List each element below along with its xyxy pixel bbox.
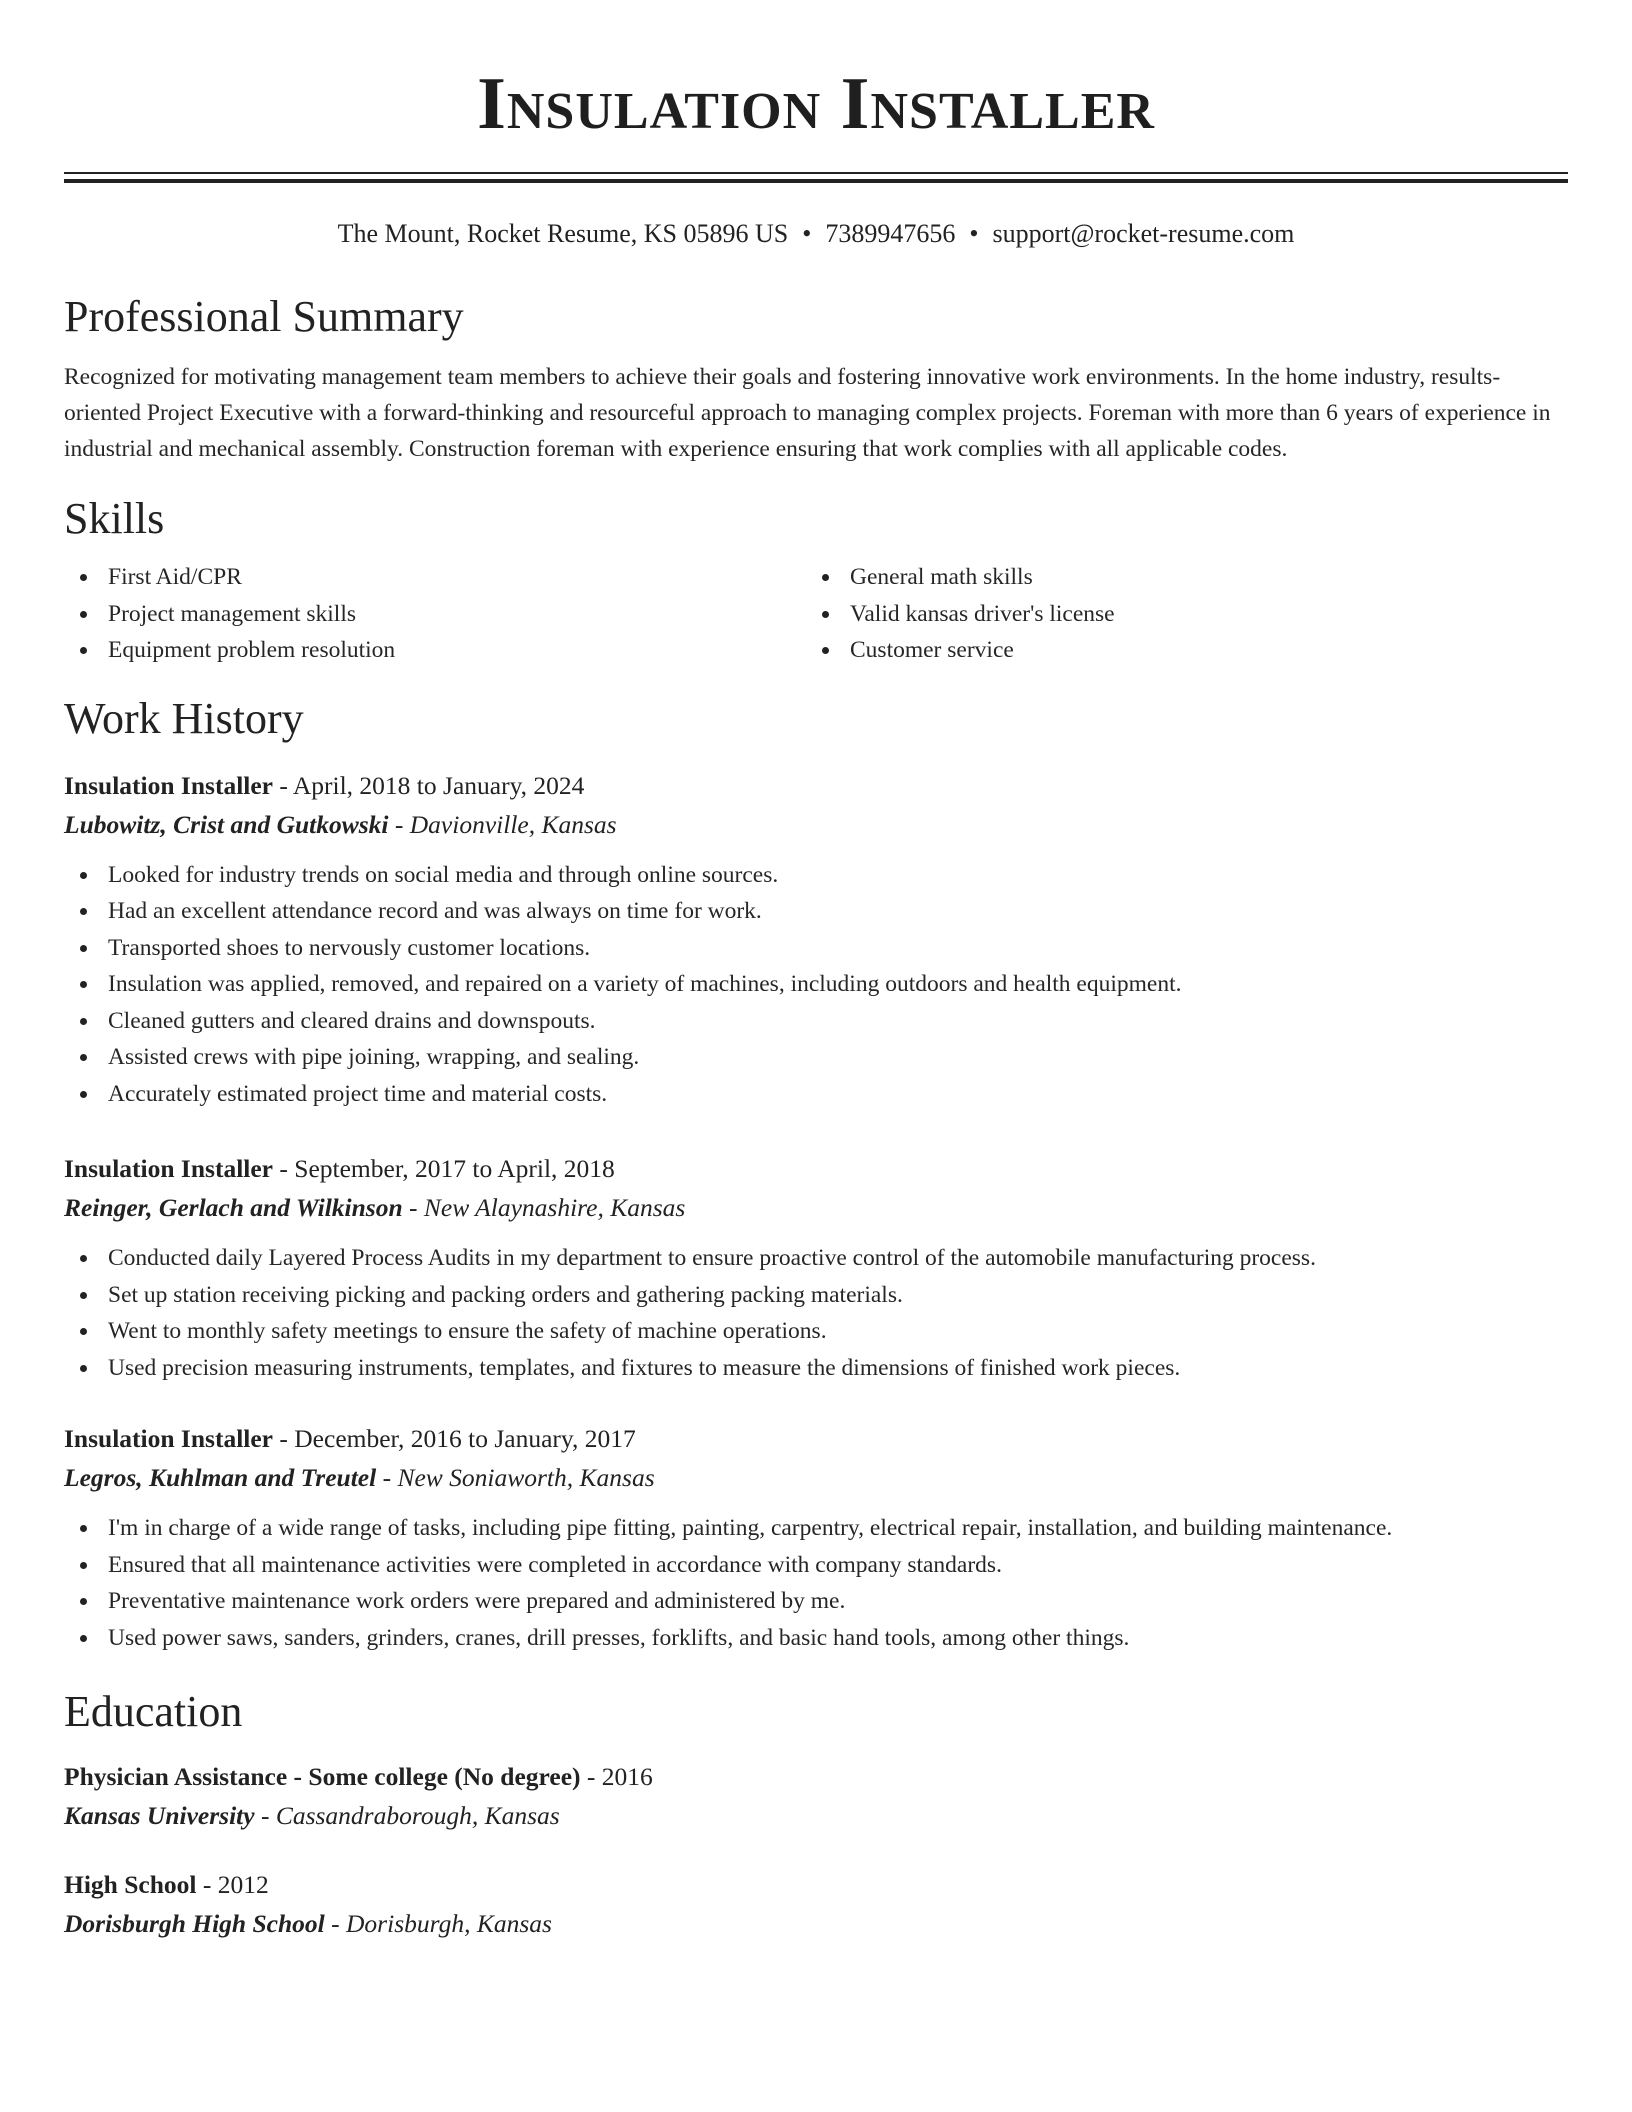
summary-heading: Professional Summary xyxy=(64,292,464,341)
contact-line xyxy=(64,217,1568,251)
education-heading: Education xyxy=(64,1687,243,1736)
job-role: Insulation Installer xyxy=(64,770,274,800)
header-rule-thin xyxy=(64,172,1568,174)
education-dash: - xyxy=(580,1762,602,1791)
contact-separator: • xyxy=(802,219,812,248)
job-header xyxy=(64,1150,1568,1188)
education-school: Dorisburgh High School xyxy=(64,1909,325,1938)
education-entry xyxy=(64,1758,1568,1836)
job-dash: - xyxy=(402,1193,424,1222)
job-header xyxy=(64,1420,1568,1458)
skill-item: General math skills xyxy=(806,559,1548,596)
job-company: Reinger, Gerlach and Wilkinson xyxy=(64,1193,403,1222)
contact-phone: 7389947656 xyxy=(825,219,956,248)
job-location: Davionville, Kansas xyxy=(409,809,617,839)
job-dash: - xyxy=(388,809,410,839)
job-duty: Ensured that all maintenance activities were completed in accordance with company standards. xyxy=(64,1547,1568,1584)
resume-name: Insulation Installer xyxy=(477,63,1155,145)
job-duty: I'm in charge of a wide range of tasks, including pipe fitting, painting, carpentry, electrical repair, installation, and building maintenance. xyxy=(64,1510,1568,1547)
job-dash: - xyxy=(273,1424,295,1453)
job-dates: December, 2016 to January, 2017 xyxy=(294,1424,636,1453)
skill-item: Project management skills xyxy=(64,596,806,633)
education-dash: - xyxy=(324,1909,347,1938)
skill-item: Equipment problem resolution xyxy=(64,632,806,669)
job-role: Insulation Installer xyxy=(64,1424,274,1453)
job-role: Insulation Installer xyxy=(64,1154,274,1183)
job-duty: Cleaned gutters and cleared drains and downspouts. xyxy=(64,1003,1568,1040)
education-header xyxy=(64,1866,1568,1904)
contact-separator: • xyxy=(969,219,979,248)
contact-address: The Mount, Rocket Resume, KS 05896 US xyxy=(337,219,789,248)
job-dash: - xyxy=(376,1463,398,1492)
job-dates: April, 2018 to January, 2024 xyxy=(292,770,585,800)
job-location: New Soniaworth, Kansas xyxy=(397,1463,655,1492)
contact-email: support@rocket-resume.com xyxy=(992,219,1295,248)
education-header xyxy=(64,1758,1568,1796)
job-company-line xyxy=(64,1458,1568,1498)
job-company: Legros, Kuhlman and Treutel xyxy=(64,1463,377,1492)
job-company: Lubowitz, Crist and Gutkowski xyxy=(64,809,389,839)
job-duty: Preventative maintenance work orders were prepared and administered by me. xyxy=(64,1583,1568,1620)
education-entry xyxy=(64,1866,1568,1944)
skills-column-left xyxy=(64,559,806,669)
job-duties xyxy=(64,1510,1568,1656)
job-entry xyxy=(64,1420,1568,1656)
job-duty: Insulation was applied, removed, and repaired on a variety of machines, including outdoors and health equipment. xyxy=(64,966,1568,1003)
resume-page xyxy=(64,0,1568,1944)
work-history-heading: Work History xyxy=(64,693,304,743)
job-company-line xyxy=(64,805,1568,845)
education-school-line xyxy=(64,1796,1568,1836)
job-entry xyxy=(64,767,1568,1113)
skills-list xyxy=(64,559,1568,669)
job-dates: September, 2017 to April, 2018 xyxy=(294,1154,615,1183)
education-year: 2016 xyxy=(601,1762,653,1791)
education-degree: High School xyxy=(64,1870,197,1899)
job-entry xyxy=(64,1150,1568,1386)
job-duty: Set up station receiving picking and packing orders and gathering packing materials. xyxy=(64,1277,1568,1314)
summary-text: Recognized for motivating management team members to achieve their goals and fostering innovative work environments. In the home industry, results-oriented Project Executive with a forward-thinking and resourceful approach to managing complex projects. Foreman with more than 6 years of experience in industrial and mechanical assembly. Construction foreman with experience ensuring that work complies with all applicable codes. xyxy=(64,364,1551,462)
education-degree: Physician Assistance - Some college (No degree) xyxy=(64,1762,581,1791)
job-header xyxy=(64,767,1568,805)
job-dash: - xyxy=(273,1154,295,1183)
skill-item: Customer service xyxy=(806,632,1548,669)
job-duty: Accurately estimated project time and material costs. xyxy=(64,1076,1568,1113)
education-school: Kansas University xyxy=(64,1801,255,1830)
job-duty: Looked for industry trends on social media and through online sources. xyxy=(64,857,1568,894)
skill-item: Valid kansas driver's license xyxy=(806,596,1548,633)
job-duties xyxy=(64,1240,1568,1386)
header-rule-thick xyxy=(64,179,1568,183)
education-location: Cassandraborough, Kansas xyxy=(275,1801,560,1830)
skills-heading: Skills xyxy=(64,494,165,543)
job-company-line xyxy=(64,1188,1568,1228)
job-location: New Alaynashire, Kansas xyxy=(423,1193,686,1222)
skill-item: First Aid/CPR xyxy=(64,559,806,596)
job-duty: Transported shoes to nervously customer locations. xyxy=(64,930,1568,967)
job-duty: Conducted daily Layered Process Audits in my department to ensure proactive control of the automobile manufacturing process. xyxy=(64,1240,1568,1277)
skills-column-right xyxy=(806,559,1548,669)
job-duty: Used precision measuring instruments, templates, and fixtures to measure the dimensions of finished work pieces. xyxy=(64,1350,1568,1387)
job-duty: Went to monthly safety meetings to ensure the safety of machine operations. xyxy=(64,1313,1568,1350)
education-dash: - xyxy=(196,1870,218,1899)
job-duty: Had an excellent attendance record and was always on time for work. xyxy=(64,893,1568,930)
job-dash: - xyxy=(273,770,293,800)
education-dash: - xyxy=(254,1801,276,1830)
education-year: 2012 xyxy=(217,1870,269,1899)
job-duty: Used power saws, sanders, grinders, cranes, drill presses, forklifts, and basic hand tools, among other things. xyxy=(64,1620,1568,1657)
job-duties xyxy=(64,857,1568,1113)
job-duty: Assisted crews with pipe joining, wrapping, and sealing. xyxy=(64,1039,1568,1076)
education-school-line xyxy=(64,1904,1568,1944)
education-location: Dorisburgh, Kansas xyxy=(346,1909,552,1938)
